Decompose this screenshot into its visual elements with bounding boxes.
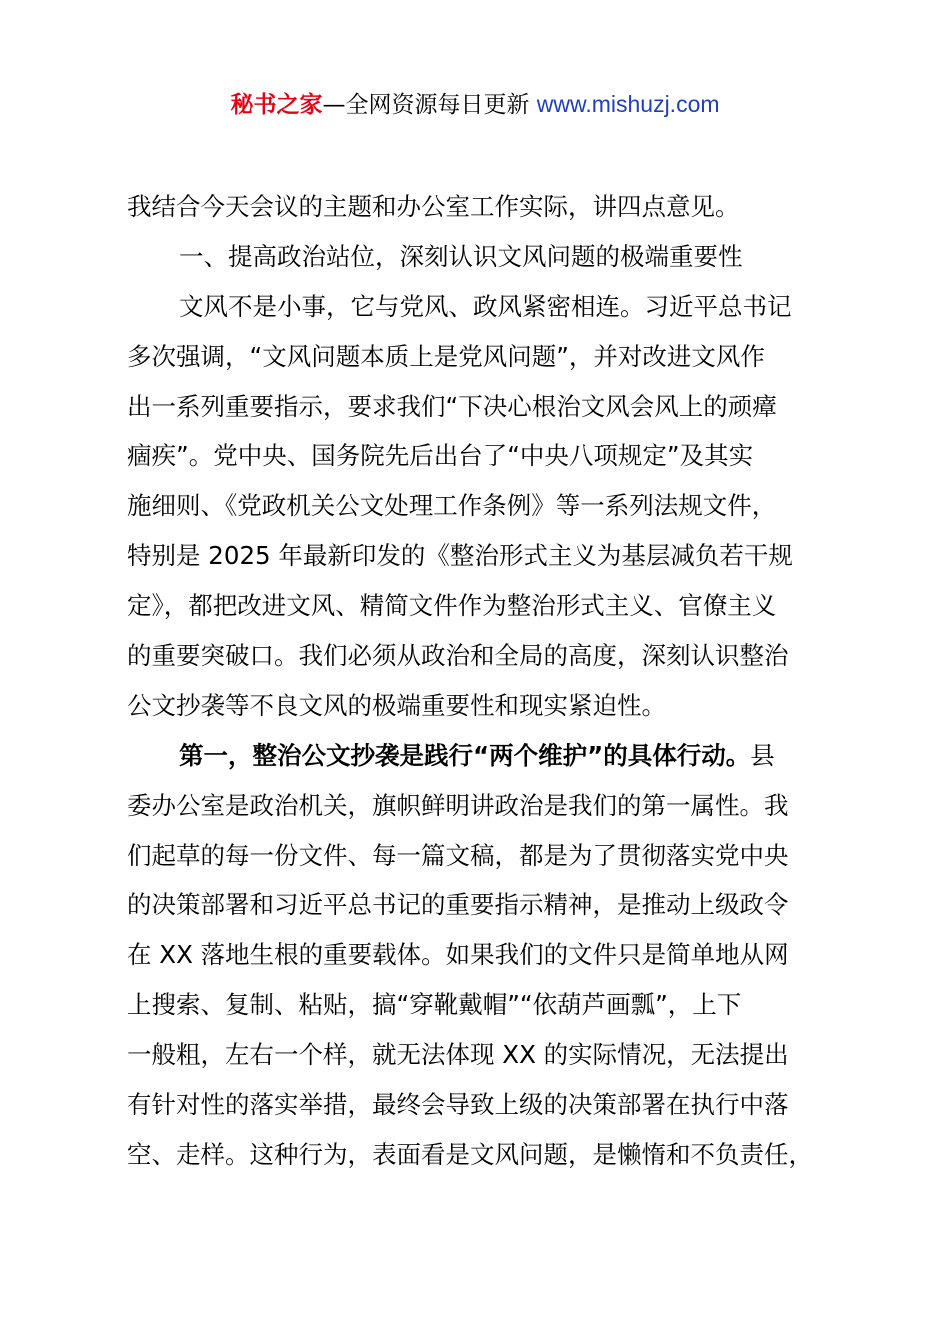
body-line: 上搜索、复制、粘贴，搞“穿靴戴帽”“依葫芦画瓢”，上下	[127, 990, 742, 1020]
body-line: 公文抄袭等不良文风的极端重要性和现实紧迫性。	[127, 690, 666, 720]
body-line: 在 XX 落地生根的重要载体。如果我们的文件只是简单地从网	[127, 940, 789, 970]
body-line: 的重要突破口。我们必须从政治和全局的高度，深刻认识整治	[127, 641, 789, 671]
site-url-link[interactable]: www.mishuzj.com	[536, 91, 720, 117]
body-line: 我结合今天会议的主题和办公室工作实际，讲四点意见。	[127, 192, 740, 221]
brand-name: 秘书之家	[230, 92, 323, 118]
site-header	[0, 86, 950, 123]
body-line: 出一系列重要指示，要求我们“下决心根治文风会风上的顽瘴	[127, 391, 777, 421]
body-line: 们起草的每一份文件、每一篇文稿，都是为了贯彻落实党中央	[127, 840, 789, 870]
header-tagline: —全网资源每日更新	[322, 92, 530, 118]
bold-lead-sentence: 第一，整治公文抄袭是践行“两个维护”的具体行动。	[179, 740, 751, 770]
body-line: 空、走样。这种行为，表面看是文风问题，是懒惰和不负责任，	[127, 1139, 813, 1169]
body-line: 有针对性的落实举措，最终会导致上级的决策部署在执行中落	[127, 1090, 789, 1120]
body-line: 定》，都把改进文风、精简文件作为整治形式主义、官僚主义	[127, 591, 777, 621]
section-heading: 一、提高政治站位，深刻认识文风问题的极端重要性	[179, 241, 743, 271]
body-line: 文风不是小事，它与党风、政风紧密相连。习近平总书记	[179, 291, 792, 321]
body-line: 的决策部署和习近平总书记的重要指示精神，是推动上级政令	[127, 890, 789, 920]
document-body	[127, 182, 847, 1180]
body-line: 多次强调，“文风问题本质上是党风问题”，并对改进文风作	[127, 341, 765, 371]
body-line: 施细则、《党政机关公文处理工作条例》等一系列法规文件，	[127, 491, 777, 521]
body-line: 委办公室是政治机关，旗帜鲜明讲政治是我们的第一属性。我	[127, 790, 789, 820]
line-continuation: 县	[750, 740, 775, 770]
body-line: 特别是 2025 年最新印发的《整治形式主义为基层减负若干规	[127, 541, 793, 571]
body-line: 一般粗，左右一个样，就无法体现 XX 的实际情况，无法提出	[127, 1040, 789, 1070]
body-line	[127, 731, 847, 781]
body-line: 痼疾”。党中央、国务院先后出台了“中央八项规定”及其实	[127, 441, 754, 471]
